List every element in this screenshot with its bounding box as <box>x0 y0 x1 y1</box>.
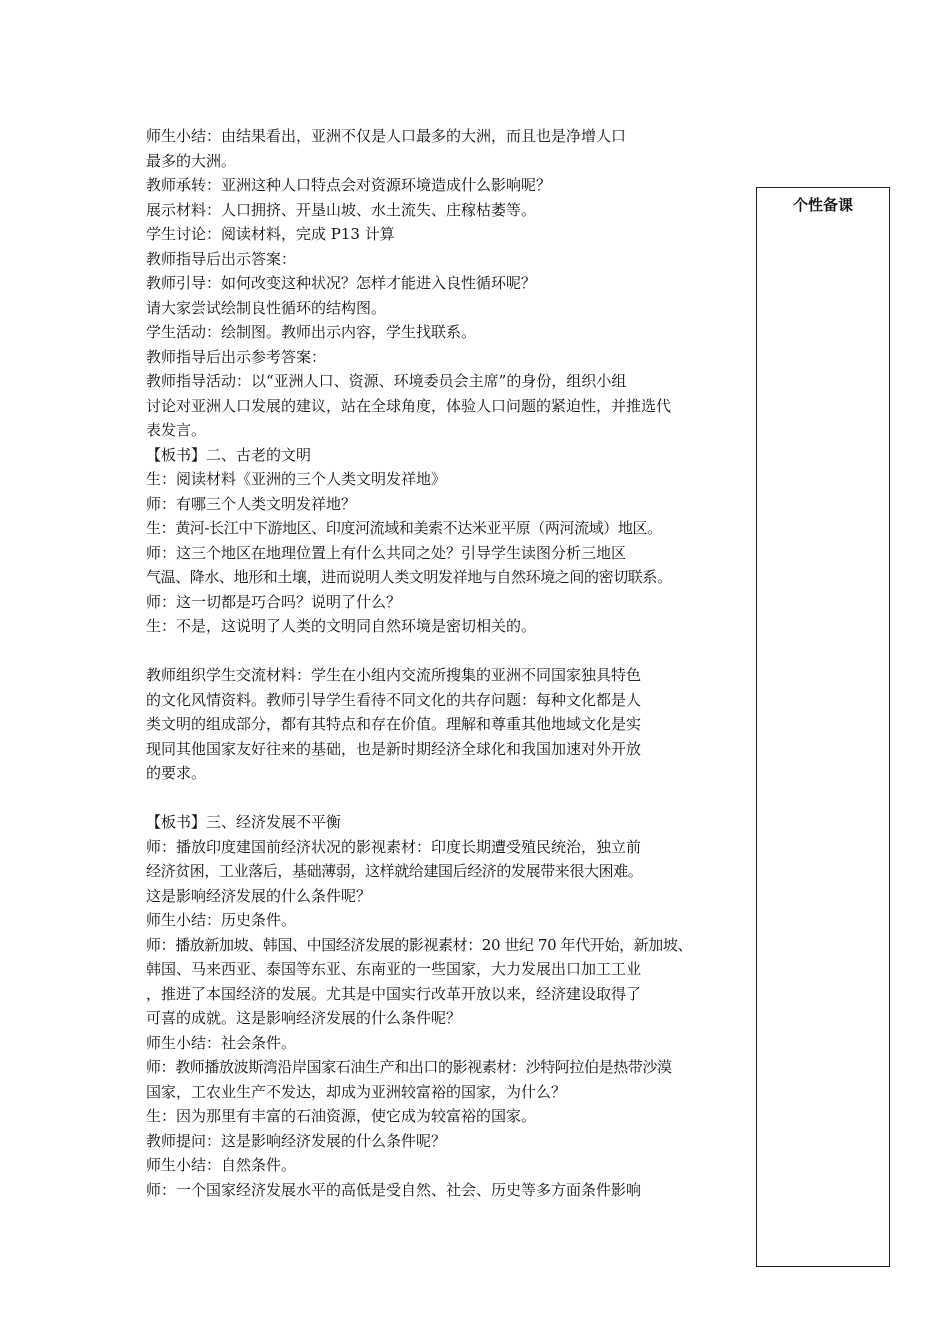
section-heading: 【板书】二、古老的文明 <box>146 445 312 464</box>
text-line: 可喜的成就。这是影响经济发展的什么条件呢？ <box>146 1009 462 1027</box>
text-line: 教师组织学生交流材料：学生在小组内交流所搜集的亚洲不同国家独具特色 <box>146 666 642 684</box>
text-line: 现同其他国家友好往来的基础，也是新时期经济全球化和我国加速对外开放 <box>146 739 642 758</box>
blank-line <box>146 786 752 811</box>
text-line: 国家，工农业生产不发达，却成为亚洲较富裕的国家，为什么？ <box>146 1082 567 1101</box>
text-line: 学生活动：绘制图。教师出示内容，学生找联系。 <box>146 323 477 341</box>
text-line: 请大家尝试绘制良性循环的结构图。 <box>146 298 387 317</box>
text-line: 师：播放新加坡、韩国、中国经济发展的影视素材：20 世纪 70 年代开始，新加坡、 <box>146 935 693 954</box>
text-line: 生：阅读材料《亚洲的三个人类文明发祥地》 <box>146 470 447 488</box>
text-line: 师：教师播放波斯湾沿岸国家石油生产和出口的影视素材：沙特阿拉伯是热带沙漠 <box>146 1058 672 1076</box>
text-line: 师：有哪三个人类文明发祥地？ <box>146 494 357 513</box>
text-line: 教师提问：这是影响经济发展的什么条件呢？ <box>146 1131 447 1150</box>
personal-notes-box <box>756 187 890 1267</box>
text-line: 这是影响经济发展的什么条件呢？ <box>146 886 372 905</box>
text-line: 经济贫困，工业落后，基础薄弱，这样就给建国后经济的发展带来很大困难。 <box>146 862 643 880</box>
text-line: 师：这三个地区在地理位置上有什么共同之处？引导学生读图分析三地区 <box>146 543 627 562</box>
text-line: 讨论对亚洲人口发展的建议，站在全球角度，体验人口问题的紧迫性，并推选代 <box>146 396 672 415</box>
text-line: 生：黄河-长江中下游地区、印度河流域和美索不达米亚平原（两河流域）地区。 <box>146 519 662 537</box>
text-line: 师：播放印度建国前经济状况的影视素材：印度长期遭受殖民统治，独立前 <box>146 837 642 856</box>
text-line: 教师引导：如何改变这种状况？怎样才能进入良性循环呢？ <box>146 274 537 292</box>
blank-line <box>146 639 752 664</box>
text-line: 教师承转：亚洲这种人口特点会对资源环境造成什么影响呢？ <box>146 176 552 194</box>
text-line: 生：不是，这说明了人类的文明同自然环境是密切相关的。 <box>146 617 537 635</box>
text-line: 师生小结：由结果看出，亚洲不仅是人口最多的大洲，而且也是净增人口 <box>146 127 627 145</box>
text-line: 韩国、马来西亚、泰国等东亚、东南亚的一些国家，大力发展出口加工工业 <box>146 960 642 978</box>
text-line: 的要求。 <box>146 764 207 782</box>
text-line: 教师指导后出示参考答案： <box>146 347 327 366</box>
section-heading: 【板书】三、经济发展不平衡 <box>146 813 342 831</box>
text-line: 教师指导后出示答案： <box>146 249 297 268</box>
text-line: 师生小结：社会条件。 <box>146 1033 297 1052</box>
lesson-text <box>146 124 752 1202</box>
personal-notes-title: 个性备课 <box>792 196 853 214</box>
text-line: 气温、降水、地形和土壤，进而说明人类文明发祥地与自然环境之间的密切联系。 <box>146 568 672 586</box>
text-line: 类文明的组成部分，都有其特点和存在价值。理解和尊重其他地域文化是实 <box>146 715 642 733</box>
text-line: 学生讨论：阅读材料，完成 P13 计算 <box>146 225 395 243</box>
text-line: ，推进了本国经济的发展。尤其是中国实行改革开放以来，经济建设取得了 <box>146 984 642 1003</box>
text-line: 的文化风情资料。教师引导学生看待不同文化的共存问题：每种文化都是人 <box>146 690 642 709</box>
text-line: 教师指导活动：以“亚洲人口、资源、环境委员会主席”的身份，组织小组 <box>146 372 627 390</box>
text-line: 表发言。 <box>146 421 207 439</box>
text-line: 师生小结：自然条件。 <box>146 1156 297 1174</box>
text-line: 最多的大洲。 <box>146 151 237 170</box>
text-line: 生：因为那里有丰富的石油资源，使它成为较富裕的国家。 <box>146 1107 537 1125</box>
text-line: 师生小结：历史条件。 <box>146 911 297 929</box>
text-line: 展示材料：人口拥挤、开垦山坡、水土流失、庄稼枯萎等。 <box>146 200 537 219</box>
text-line: 师：这一切都是巧合吗？说明了什么？ <box>146 592 402 611</box>
text-line: 师：一个国家经济发展水平的高低是受自然、社会、历史等多方面条件影响 <box>146 1180 642 1199</box>
